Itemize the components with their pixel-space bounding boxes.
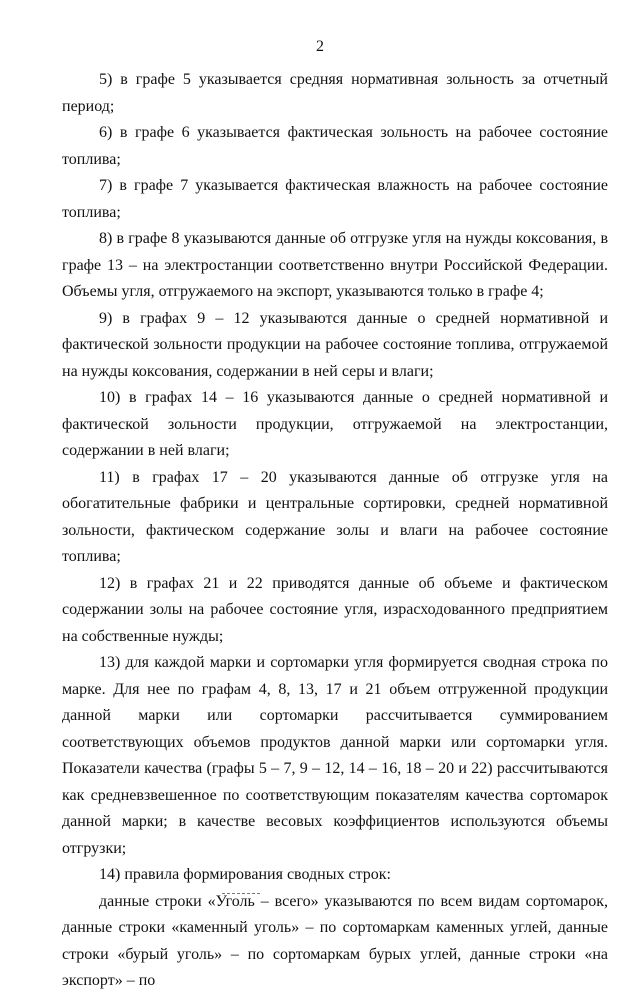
document-body — [62, 67, 608, 995]
footer-divider — [222, 893, 260, 895]
paragraph-summary-rows: данные строки «Уголь – всего» указываются по всем видам сортомарок, данные строки «каменный уголь» – по сортомаркам каменных углей, данные строки «бурый уголь» – по сортомаркам бурых углей, данные строки «на экспорт» – по — [62, 892, 608, 989]
paragraph-item-14: 14) правила формирования сводных строк: — [99, 866, 391, 883]
paragraph-item-13: 13) для каждой марки и сортомарки угля формируется сводная строка по марке. Для нее по графам 4, 8, 13, 17 и 21 объем отгруженной продукции данной марки или сортомарки рассчитывается суммированием соответствующих объемов продуктов данной марки или сортомарки угля. Показатели качества (графы 5 – 7, 9 – 12, 14 – 16, 18 – 20 и 22) рассчитываются как средневзвешенное по соответствующим показателям качества сортомарок данной марки; в качестве весовых коэффициентов используются объемы отгрузки; — [62, 654, 608, 857]
paragraph-item-12: 12) в графах 21 и 22 приводятся данные об объеме и фактическом содержании золы на рабочее состояние угля, израсходованного предприятием на собственные нужды; — [62, 574, 608, 645]
page-number: 2 — [316, 38, 324, 55]
paragraph-item-8: 8) в графе 8 указываются данные об отгрузке угля на нужды коксования, в графе 13 – на электростанции соответственно внутри Российской Федерации. Объемы угля, отгружаемого на экспорт, указываются только в графе 4; — [62, 230, 608, 300]
paragraph-item-5: 5) в графе 5 указывается средняя нормативная зольность за отчетный период; — [62, 71, 608, 115]
paragraph-item-9: 9) в графах 9 – 12 указываются данные о средней нормативной и фактической зольности продукции на рабочее состояние топлива, отгружаемой на нужды коксования, содержании в ней серы и влаги; — [62, 309, 608, 380]
paragraph-item-7: 7) в графе 7 указывается фактическая влажность на рабочее состояние топлива; — [62, 177, 608, 221]
paragraph-item-11: 11) в графах 17 – 20 указываются данные об отгрузке угля на обогатительные фабрики и центральные сортировки, средней нормативной зольности, фактическом содержание золы и влаги на рабочее состояние топлива; — [62, 468, 608, 565]
paragraph-item-6: 6) в графе 6 указывается фактическая зольность на рабочее состояние топлива; — [62, 124, 608, 168]
paragraph-item-10: 10) в графах 14 – 16 указываются данные о средней нормативной и фактической зольности продукции, отгружаемой на электростанции, содержании в ней влаги; — [62, 389, 608, 459]
